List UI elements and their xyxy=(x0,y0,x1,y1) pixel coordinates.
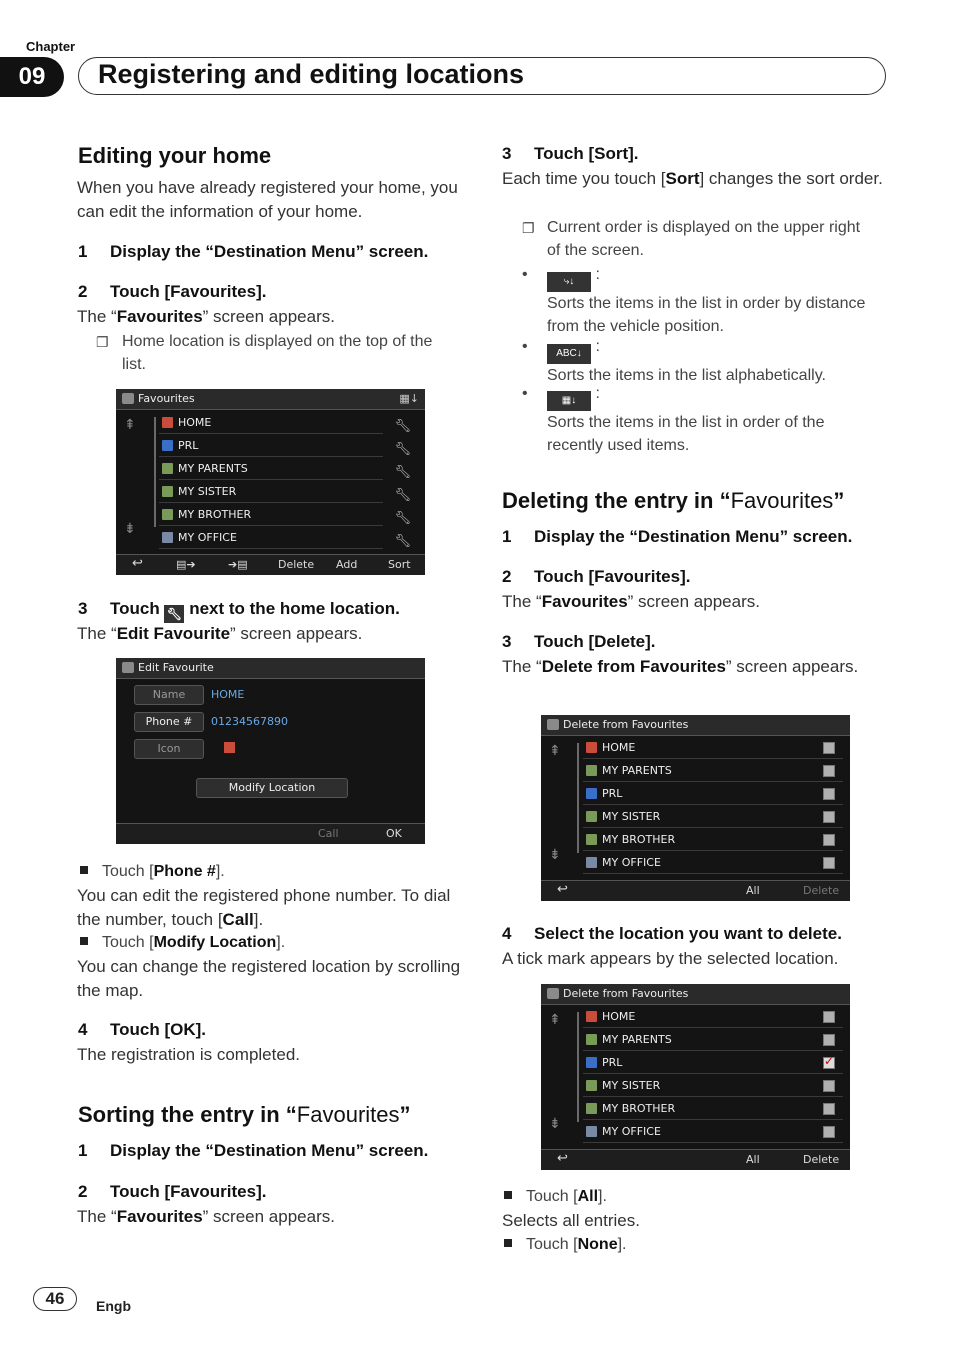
export-icon[interactable]: ▤➔ xyxy=(176,558,196,571)
sort-step-1: 1 Display the “Destination Menu” screen. xyxy=(78,1141,429,1160)
favourites-screen xyxy=(116,389,425,575)
scroll-down-icon[interactable]: ⇟ xyxy=(124,521,136,537)
sort-desc: Each time you touch [Sort] changes the sort order. xyxy=(502,169,883,188)
icon-field-button[interactable]: Icon xyxy=(134,739,204,759)
checkbox[interactable] xyxy=(823,1080,835,1092)
checkbox[interactable] xyxy=(823,1126,835,1138)
intro-text: When you have already registered your home, you can edit the information of your home. xyxy=(77,178,458,221)
call-button[interactable]: Call xyxy=(318,827,339,840)
checkbox[interactable] xyxy=(823,811,835,823)
checkbox[interactable] xyxy=(823,765,835,777)
screen-title: Edit Favourite xyxy=(138,661,214,674)
person-icon xyxy=(586,1034,597,1045)
import-icon[interactable]: ➔▤ xyxy=(228,558,248,571)
checkbox[interactable] xyxy=(823,1034,835,1046)
back-icon[interactable]: ↩ xyxy=(557,882,568,897)
name-value: HOME xyxy=(211,688,245,701)
office-icon xyxy=(162,532,173,543)
delete-step-1: 1 Display the “Destination Menu” screen. xyxy=(502,527,853,546)
home-icon xyxy=(586,1011,597,1022)
heading-sorting: Sorting the entry in “Favourites” xyxy=(78,1102,411,1127)
sort-button[interactable]: Sort xyxy=(388,558,411,571)
list-item[interactable]: MY SISTER xyxy=(583,1076,843,1097)
delete-favourites-screen xyxy=(541,715,850,901)
step-2-result: The “Favourites” screen appears. xyxy=(77,307,335,326)
alphabet-sort-icon: ABC↓ xyxy=(547,344,591,364)
person-icon xyxy=(586,1080,597,1091)
person-icon xyxy=(586,765,597,776)
edit-wrench-icon[interactable]: 🔧︎ xyxy=(394,442,411,457)
person-icon xyxy=(162,486,173,497)
add-button[interactable]: Add xyxy=(336,558,358,571)
checkbox[interactable] xyxy=(823,857,835,869)
edit-wrench-icon[interactable]: 🔧︎ xyxy=(394,419,411,434)
screen-button-bar xyxy=(541,1149,850,1170)
list-item[interactable]: MY PARENTS xyxy=(159,459,383,480)
person-icon xyxy=(162,509,173,520)
step-2: 2 Touch [Favourites]. xyxy=(78,282,267,301)
bullet-modify: Touch [Modify Location]. xyxy=(80,931,285,955)
screen-button-bar xyxy=(541,880,850,901)
person-icon xyxy=(162,463,173,474)
page-title: Registering and editing locations xyxy=(98,59,525,89)
favourites-icon xyxy=(122,393,134,404)
delete-step-3: 3 Touch [Delete]. xyxy=(502,632,656,651)
list-item[interactable]: MY BROTHER xyxy=(159,505,383,526)
person-icon xyxy=(586,834,597,845)
favourites-icon xyxy=(547,988,559,999)
checkbox[interactable] xyxy=(823,1103,835,1115)
screen-title-bar xyxy=(541,715,850,736)
checkbox[interactable] xyxy=(823,742,835,754)
parking-icon xyxy=(586,1057,597,1068)
delete-button[interactable]: Delete xyxy=(278,558,315,571)
delete-button[interactable]: Delete xyxy=(803,884,840,897)
scrollbar[interactable] xyxy=(577,1012,579,1122)
checkbox-checked[interactable] xyxy=(823,1057,835,1069)
delete-favourites-screen-selected xyxy=(541,984,850,1170)
bullet-phone: Touch [Phone #]. xyxy=(80,860,225,884)
delete-step-4: 4 Select the location you want to delete. xyxy=(502,924,842,943)
sort-item-recent: • ▦↓ : Sorts the items in the list in order of the recently used items. xyxy=(522,385,825,454)
parking-icon xyxy=(162,440,173,451)
list-item[interactable]: HOME xyxy=(583,1007,843,1028)
ok-button[interactable]: OK xyxy=(386,827,402,840)
list-item[interactable]: MY PARENTS xyxy=(583,761,843,782)
step-3: 3 Touch 🔧︎ next to the home location. xyxy=(78,599,400,621)
parking-icon xyxy=(586,788,597,799)
list-item[interactable]: MY SISTER xyxy=(583,807,843,828)
list-item[interactable]: MY OFFICE xyxy=(583,853,843,874)
list-item[interactable]: MY SISTER xyxy=(159,482,383,503)
step-1: 1 Display the “Destination Menu” screen. xyxy=(78,242,429,261)
sort-item-alphabet: • ABC↓ : Sorts the items in the list alphabetically. xyxy=(522,338,826,384)
office-icon xyxy=(586,1126,597,1137)
sort-note: ❐ Current order is displayed on the upper right of the screen. xyxy=(522,219,861,259)
bullet-all-desc: Selects all entries. xyxy=(502,1211,640,1230)
modify-location-button[interactable]: Modify Location xyxy=(196,778,348,798)
recent-sort-icon: ▦↓ xyxy=(547,391,591,411)
list-item[interactable]: MY PARENTS xyxy=(583,1030,843,1051)
page-number: 46 xyxy=(33,1287,77,1311)
delete-button[interactable]: Delete xyxy=(803,1153,840,1166)
heading-editing-home: Editing your home xyxy=(78,143,272,168)
scroll-down-icon[interactable]: ⇟ xyxy=(549,1116,561,1132)
bullet-modify-desc: You can change the registered location by scrolling the map. xyxy=(77,957,461,1000)
home-icon xyxy=(224,742,235,753)
checkbox[interactable] xyxy=(823,788,835,800)
phone-value: 01234567890 xyxy=(211,715,288,728)
language-code: Engb xyxy=(96,1298,131,1314)
list-item[interactable]: MY OFFICE xyxy=(583,1122,843,1143)
chapter-label: Chapter xyxy=(26,39,76,54)
screen-title: Delete from Favourites xyxy=(563,718,689,731)
sort-distance-icon: ▦↓ xyxy=(399,392,419,405)
screen-title: Favourites xyxy=(138,392,195,405)
screen-title-bar xyxy=(541,984,850,1005)
heading-deleting: Deleting the entry in “Favourites” xyxy=(502,488,845,513)
edit-wrench-icon[interactable]: 🔧︎ xyxy=(394,488,411,503)
name-field-button[interactable]: Name xyxy=(134,685,204,705)
step-4-result: The registration is completed. xyxy=(77,1045,300,1064)
scrollbar[interactable] xyxy=(577,743,579,853)
favourites-icon xyxy=(122,662,134,673)
favourites-icon xyxy=(547,719,559,730)
back-icon[interactable]: ↩ xyxy=(557,1151,568,1166)
distance-sort-icon: ⤷↓ xyxy=(547,272,591,292)
scrollbar[interactable] xyxy=(154,417,156,527)
step-4: 4 Touch [OK]. xyxy=(78,1020,206,1039)
list-item[interactable]: HOME xyxy=(583,738,843,759)
screen-button-bar xyxy=(116,554,425,575)
all-button[interactable]: All xyxy=(746,884,760,897)
list-item[interactable]: MY OFFICE xyxy=(159,528,383,549)
note-box-icon: ❐ xyxy=(96,334,109,350)
delete-step-4-result: A tick mark appears by the selected location. xyxy=(502,949,839,968)
sort-step-3: 3 Touch [Sort]. xyxy=(502,144,639,163)
home-icon xyxy=(586,742,597,753)
bullet-phone-desc: You can edit the registered phone number. To dial the number, touch [Call]. xyxy=(77,886,451,929)
list-item[interactable]: MY BROTHER xyxy=(583,1099,843,1120)
delete-step-2-result: The “Favourites” screen appears. xyxy=(502,592,760,611)
chapter-number-badge: 09 xyxy=(0,57,64,97)
list-item[interactable]: PRL ✓ xyxy=(583,1053,843,1074)
sort-step-2-result: The “Favourites” screen appears. xyxy=(77,1207,335,1226)
sort-step-2: 2 Touch [Favourites]. xyxy=(78,1182,267,1201)
person-icon xyxy=(586,1103,597,1114)
phone-button[interactable]: Phone # xyxy=(134,712,204,732)
delete-step-3-result: The “Delete from Favourites” screen appears. xyxy=(502,657,859,676)
sort-item-distance: • ⤷↓ : Sorts the items in the list in order by distance from the vehicle position. xyxy=(522,266,866,335)
list-item[interactable]: HOME xyxy=(159,413,383,434)
home-icon xyxy=(162,417,173,428)
checkbox[interactable] xyxy=(823,834,835,846)
edit-wrench-icon[interactable]: 🔧︎ xyxy=(394,465,411,480)
screen-title: Delete from Favourites xyxy=(563,987,689,1000)
scroll-up-icon[interactable]: ⇞ xyxy=(549,1012,561,1028)
office-icon xyxy=(586,857,597,868)
step-3-result: The “Edit Favourite” screen appears. xyxy=(77,624,363,643)
list-item[interactable]: PRL xyxy=(159,436,383,457)
edit-wrench-icon[interactable]: 🔧︎ xyxy=(394,511,411,526)
scroll-down-icon[interactable]: ⇟ xyxy=(549,847,561,863)
person-icon xyxy=(586,811,597,822)
bullet-all: Touch [All]. xyxy=(504,1185,607,1209)
wrench-icon: 🔧︎ xyxy=(164,605,184,623)
screen-button-bar xyxy=(116,823,425,844)
bullet-none: Touch [None]. xyxy=(504,1233,626,1257)
all-button[interactable]: All xyxy=(746,1153,760,1166)
checkbox[interactable] xyxy=(823,1011,835,1023)
list-item[interactable]: MY BROTHER xyxy=(583,830,843,851)
screen-title-bar xyxy=(116,658,425,679)
edit-wrench-icon[interactable]: 🔧︎ xyxy=(394,534,411,549)
list-item[interactable]: PRL xyxy=(583,784,843,805)
scroll-up-icon[interactable]: ⇞ xyxy=(124,417,136,433)
step-2-note: ❐ Home location is displayed on the top of the list. xyxy=(96,333,433,373)
back-icon[interactable]: ↩ xyxy=(132,556,143,571)
scroll-up-icon[interactable]: ⇞ xyxy=(549,743,561,759)
note-box-icon: ❐ xyxy=(522,220,535,236)
edit-favourite-screen xyxy=(116,658,425,844)
delete-step-2: 2 Touch [Favourites]. xyxy=(502,567,691,586)
screen-title-bar xyxy=(116,389,425,410)
